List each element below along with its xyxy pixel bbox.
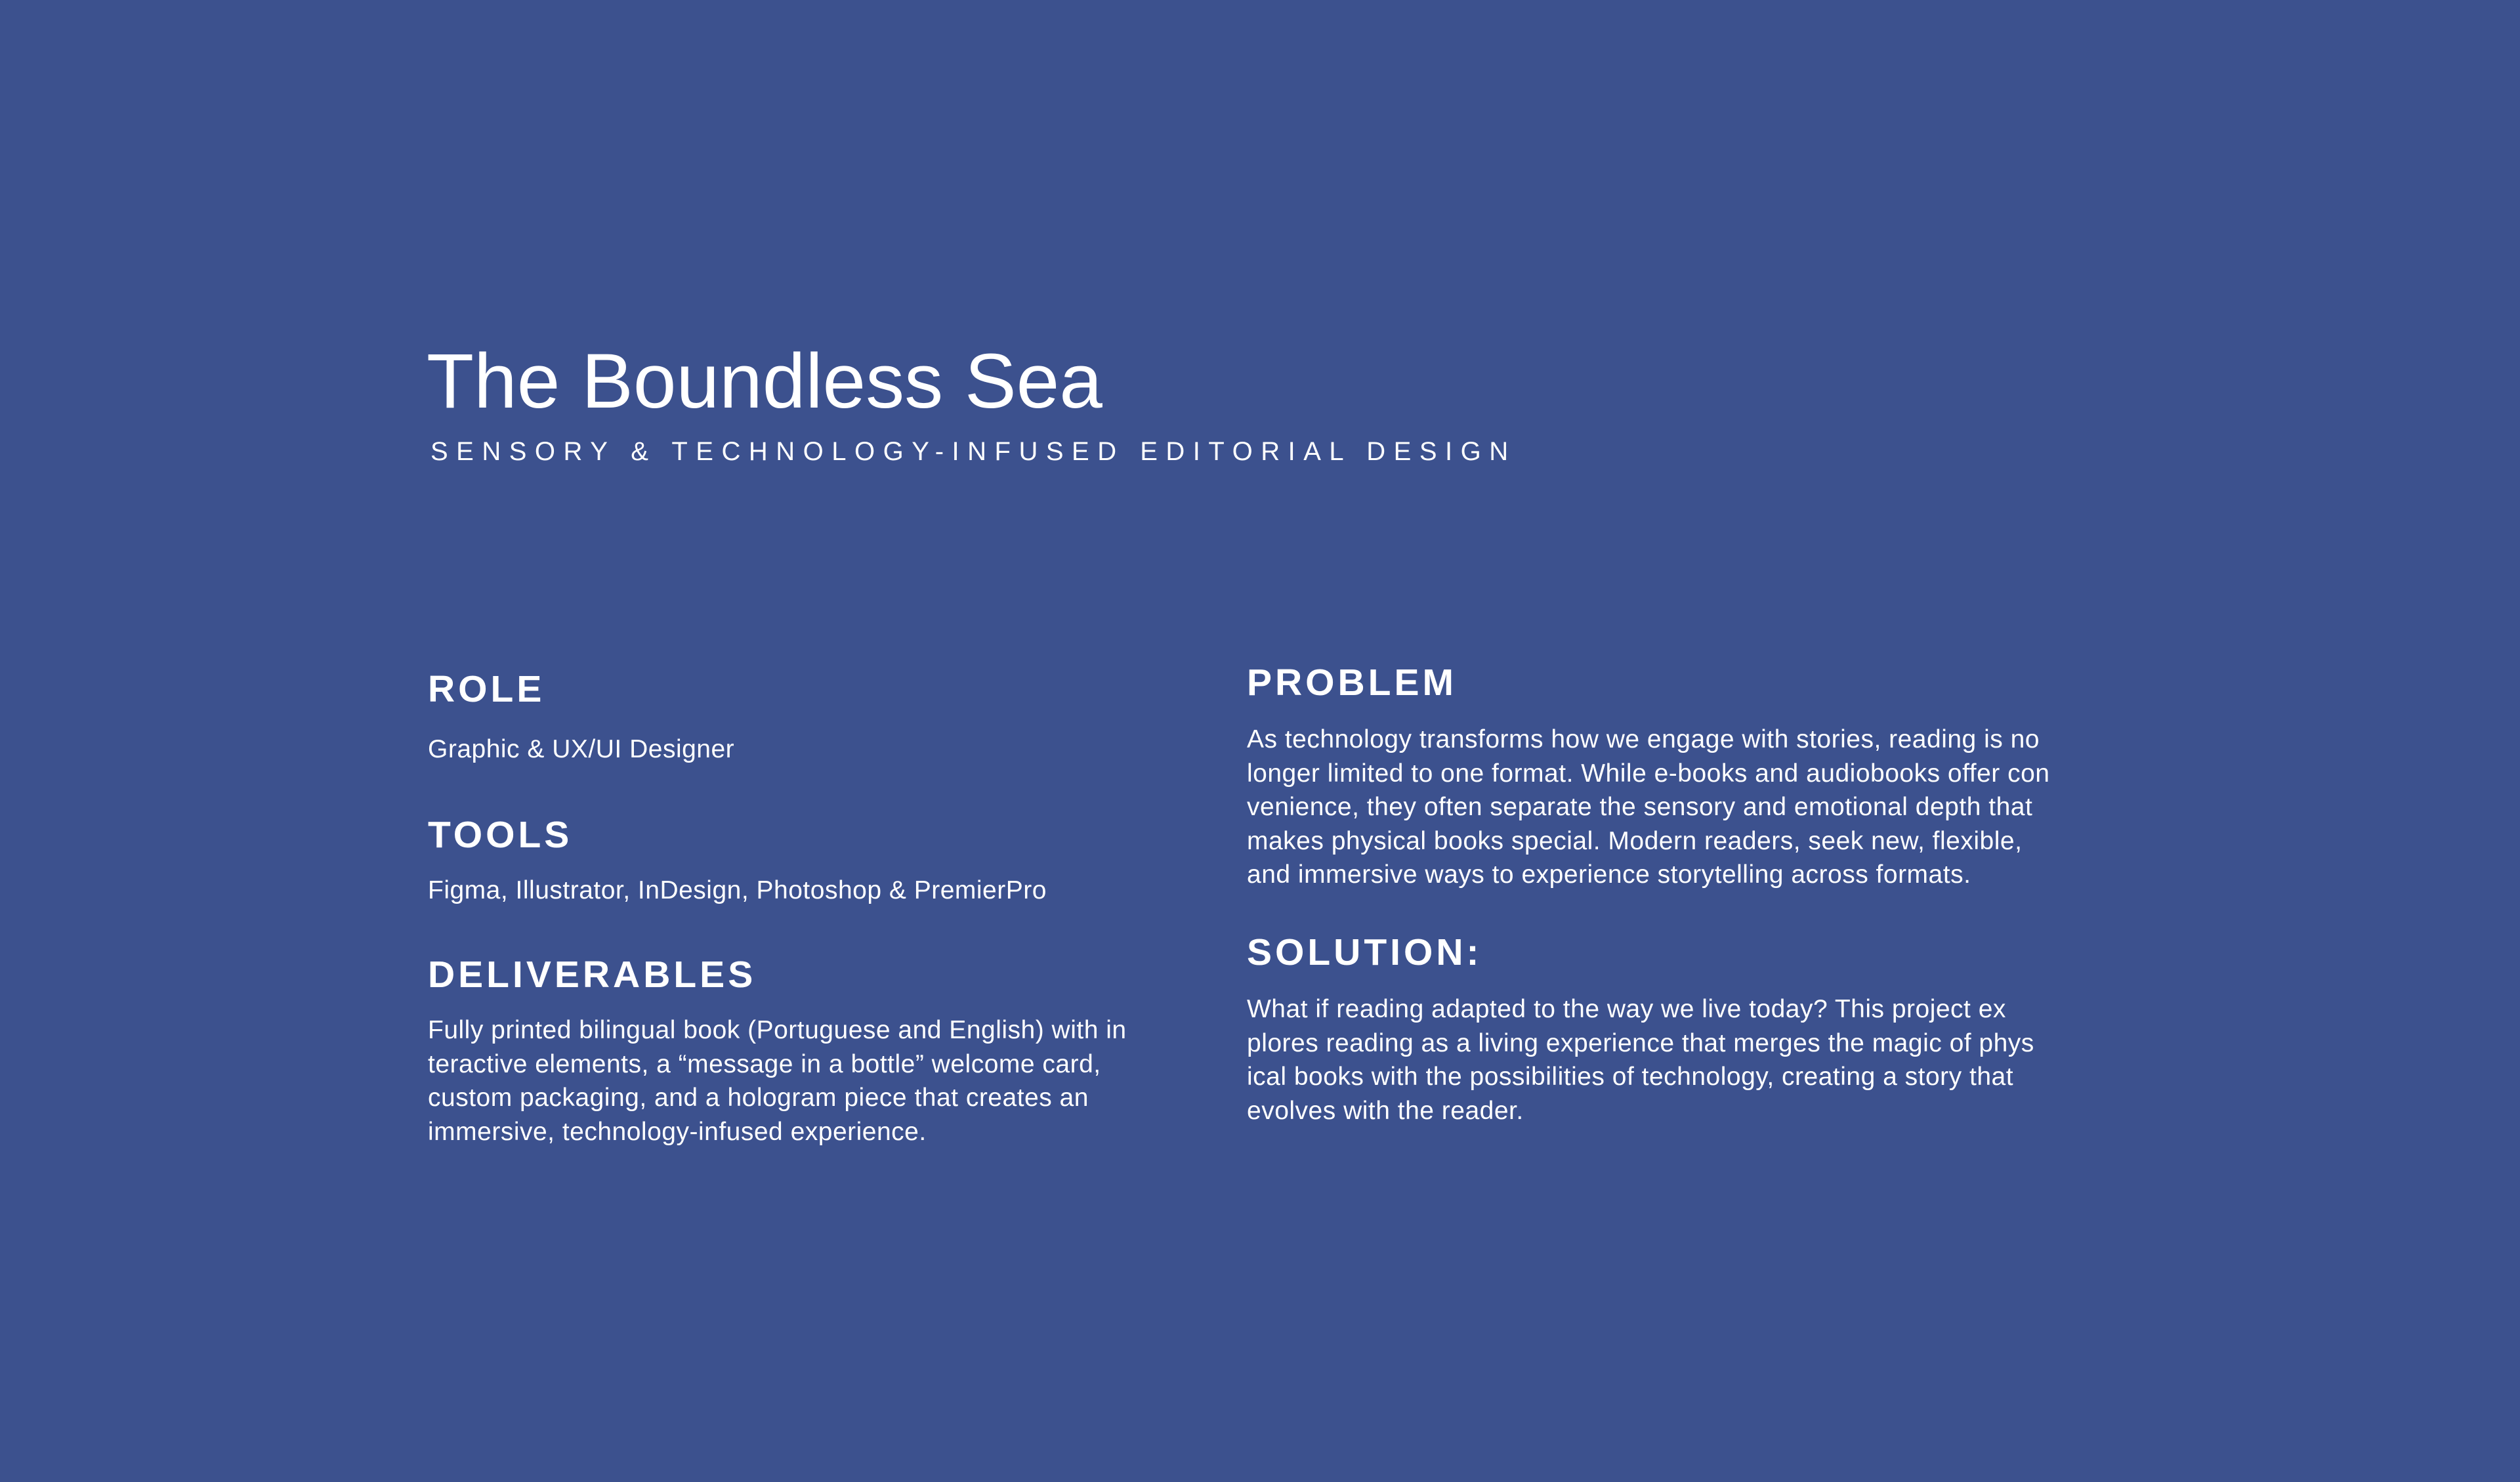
deliverables-heading: DELIVERABLES [428, 954, 757, 996]
problem-text [1247, 723, 2049, 892]
solution-line: plores reading as a living experience that merges the magic of phys [1247, 1028, 2034, 1057]
role-text [428, 732, 734, 767]
role-line: Graphic & UX/UI Designer [428, 735, 735, 763]
page-subtitle: SENSORY & TECHNOLOGY-INFUSED EDITORIAL DESIGN [430, 437, 1517, 466]
problem-heading: PROBLEM [1247, 662, 1457, 704]
deliverables-text [428, 1013, 1127, 1149]
role-heading: ROLE [428, 668, 545, 710]
deliverables-line: custom packaging, and a hologram piece that creates an [428, 1084, 1089, 1112]
deliverables-line: Fully printed bilingual book (Portuguese and English) with in [428, 1016, 1127, 1044]
tools-section [428, 816, 1047, 908]
problem-section [1247, 664, 2049, 892]
solution-line: ical books with the possibilities of technology, creating a story that [1247, 1063, 2014, 1091]
solution-heading: SOLUTION: [1247, 931, 1482, 973]
solution-text [1247, 992, 2034, 1128]
problem-line: venience, they often separate the sensory and emotional depth that [1247, 793, 2033, 821]
tools-heading: TOOLS [428, 814, 573, 856]
tools-line: Figma, Illustrator, InDesign, Photoshop & PremierPro [428, 876, 1047, 904]
deliverables-section [428, 956, 1127, 1149]
solution-line: evolves with the reader. [1247, 1096, 1524, 1125]
tools-text [428, 874, 1047, 908]
solution-line: What if reading adapted to the way we live today? This project ex [1247, 995, 2006, 1023]
problem-line: longer limited to one format. While e-books and audiobooks offer con [1247, 759, 2050, 788]
role-section [428, 668, 735, 767]
problem-line: and immersive ways to experience storytelling across formats. [1247, 860, 1971, 889]
problem-line: makes physical books special. Modern readers, seek new, flexible, [1247, 826, 2023, 855]
deliverables-line: immersive, technology-infused experience. [428, 1117, 927, 1146]
page-title: The Boundless Sea [427, 338, 1102, 425]
deliverables-line: teractive elements, a “message in a bottle” welcome card, [428, 1049, 1101, 1078]
solution-section [1247, 931, 2034, 1128]
problem-line: As technology transforms how we engage with stories, reading is no [1247, 725, 2040, 753]
